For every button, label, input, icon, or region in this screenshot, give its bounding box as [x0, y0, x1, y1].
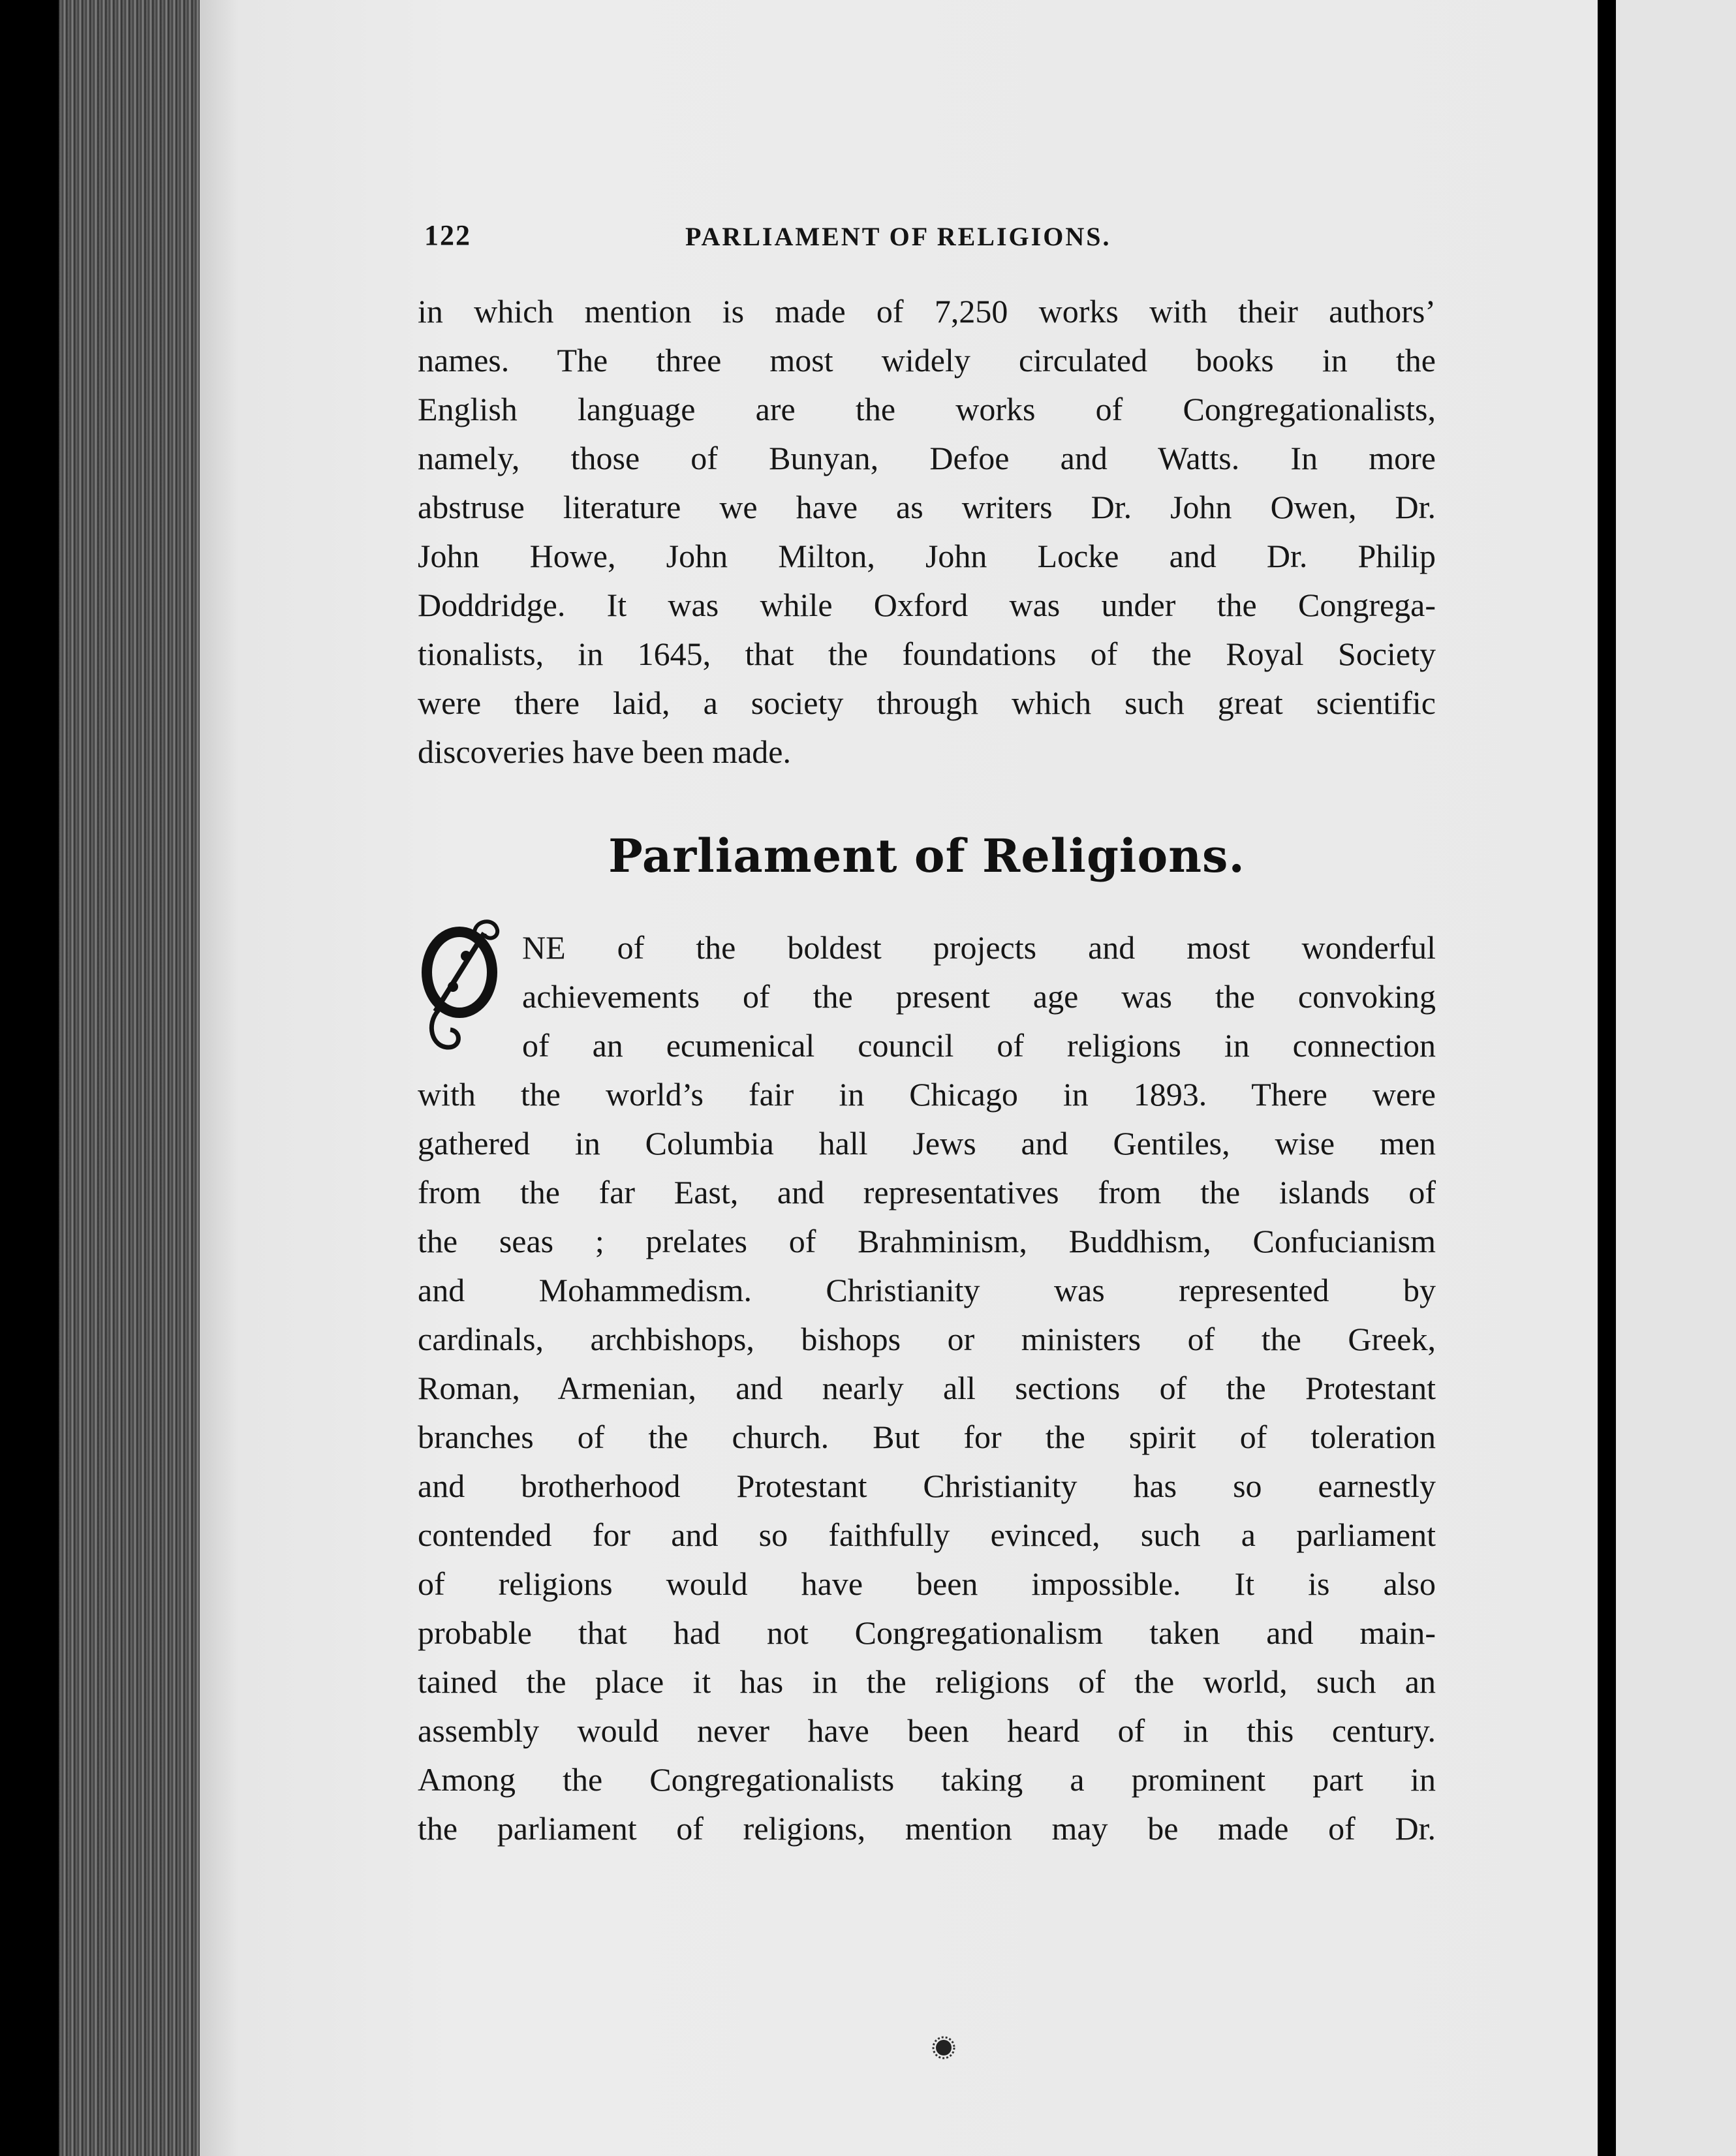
ornamental-drop-cap [412, 914, 510, 1064]
text-line: and brotherhood Protestant Christianity has so earnestly [418, 1468, 1436, 1504]
text-line: Doddridge. It was while Oxford was under the Congrega- [418, 587, 1436, 623]
text-line: John Howe, John Milton, John Locke and Dr. Philip [418, 538, 1436, 574]
text-line: of religions would have been impossible. It is also [418, 1565, 1436, 1602]
text-line: gathered in Columbia hall Jews and Gentiles, wise men [418, 1125, 1436, 1162]
text-line: cardinals, archbishops, bishops or ministers of the Greek, [418, 1321, 1436, 1357]
text-line: of an ecumenical council of religions in connection [522, 1027, 1436, 1064]
text-line: the parliament of religions, mention may be made of Dr. [418, 1810, 1436, 1847]
running-title: PARLIAMENT OF RELIGIONS. [685, 222, 1111, 251]
section-heading: Parliament of Religions. [608, 829, 1245, 883]
text-line: NE of the boldest projects and most wonderful [522, 929, 1436, 966]
text-line: branches of the church. But for the spirit of toleration [418, 1419, 1436, 1455]
text-line: the seas ; prelates of Brahminism, Buddhism, Confucianism [418, 1223, 1436, 1259]
text-line: names. The three most widely circulated books in the [418, 342, 1436, 378]
text-line: contended for and so faithfully evinced, such a parliament [418, 1517, 1436, 1553]
book-page-edges [59, 0, 210, 2156]
page-number: 122 [424, 219, 471, 251]
text-line: namely, those of Bunyan, Defoe and Watts. In more [418, 440, 1436, 476]
text-line: probable that had not Congregationalism taken and main- [418, 1614, 1436, 1651]
text-line: Among the Congregationalists taking a prominent part in [418, 1761, 1436, 1798]
printer-ornament-icon [932, 2036, 955, 2059]
text-line: with the world’s fair in Chicago in 1893. There were [418, 1076, 1436, 1113]
text-line: tionalists, in 1645, that the foundations of the Royal Society [418, 636, 1436, 672]
text-line: from the far East, and representatives from the islands of [418, 1174, 1436, 1210]
text-line: tained the place it has in the religions of the world, such an [418, 1663, 1436, 1700]
paragraph-parliament [418, 1070, 1436, 1853]
drop-cap-letter: O [459, 985, 460, 986]
text-line: English language are the works of Congregationalists, [418, 391, 1436, 427]
text-line: abstruse literature we have as writers Dr. John Owen, Dr. [418, 489, 1436, 525]
page-gutter-shadow [1598, 0, 1616, 2156]
paragraph-parliament-opening [522, 923, 1436, 1070]
running-header [424, 219, 1436, 258]
text-line: and Mohammedism. Christianity was represented by [418, 1272, 1436, 1308]
paragraph-intro [418, 287, 1436, 777]
text-line: were there laid, a society through which such great scientific [418, 685, 1436, 721]
text-line: assembly would never have been heard of in this century. [418, 1712, 1436, 1749]
text-line: Roman, Armenian, and nearly all sections of the Protestant [418, 1370, 1436, 1406]
text-line: in which mention is made of 7,250 works with their authors’ [418, 293, 1436, 330]
text-line: discoveries have been made. [418, 733, 791, 770]
text-line: achievements of the present age was the convoking [522, 978, 1436, 1015]
facing-page-edge [1616, 0, 1736, 2156]
